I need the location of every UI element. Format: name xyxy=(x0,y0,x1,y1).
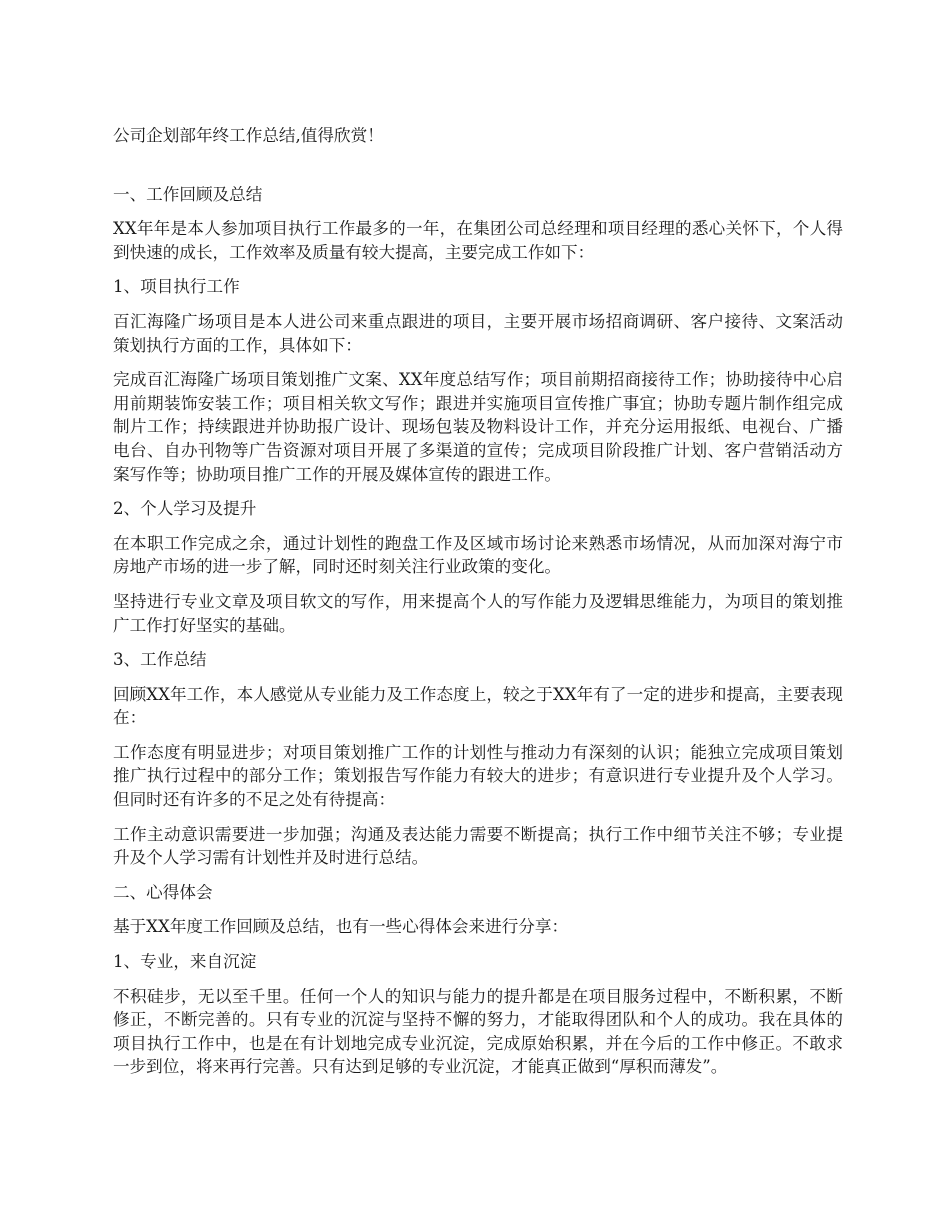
body-paragraph: 坚持进行专业文章及项目软文的写作，用来提高个人的写作能力及逻辑思维能力，为项目的策划推广工作打好坚实的基础。 xyxy=(113,591,843,635)
subsection-heading: 3、工作总结 xyxy=(113,650,207,670)
section-heading: 一、工作回顾及总结 xyxy=(113,184,263,204)
document-title: 公司企划部年终工作总结,值得欣赏！ xyxy=(113,126,384,145)
body-paragraph: 工作态度有明显进步；对项目策划推广工作的计划性与推动力有深刻的认识；能独立完成项目策划推广执行过程中的部分工作；策划报告写作能力有较大的进步；有意识进行专业提升及个人学习。但同时还有许多的不足之处有待提高： xyxy=(113,742,843,810)
body-paragraph: XX年年是本人参加项目执行工作最多的一年，在集团公司总经理和项目经理的悉心关怀下，个人得到快速的成长，工作效率及质量有较大提高，主要完成工作如下： xyxy=(113,219,843,262)
body-paragraph: 回顾XX年工作，本人感觉从专业能力及工作态度上，较之于XX年有了一定的进步和提高，主要表现在： xyxy=(113,684,843,728)
section-heading: 二、心得体会 xyxy=(113,882,213,902)
body-paragraph: 在本职工作完成之余，通过计划性的跑盘工作及区域市场讨论来熟悉市场情况，从而加深对海宁市房地产市场的进一步了解，同时还时刻关注行业政策的变化。 xyxy=(113,533,843,577)
subsection-heading: 2、个人学习及提升 xyxy=(113,499,257,519)
body-paragraph: 百汇海隆广场项目是本人进公司来重点跟进的项目，主要开展市场招商调研、客户接待、文案活动策划执行方面的工作，具体如下： xyxy=(113,311,843,355)
body-paragraph: 工作主动意识需要进一步加强；沟通及表达能力需要不断提高；执行工作中细节关注不够；专业提升及个人学习需有计划性并及时进行总结。 xyxy=(113,824,843,868)
document-page xyxy=(113,124,843,1090)
subsection-heading: 1、专业，来自沉淀 xyxy=(113,952,257,972)
body-paragraph: 不积硅步，无以至千里。任何一个人的知识与能力的提升都是在项目服务过程中，不断积累，不断修正，不断完善的。只有专业的沉淀与坚持不懈的努力，才能取得团队和个人的成功。我在具体的项目执行工作中，也是在有计划地完成专业沉淀，完成原始积累，并在今后的工作中修正。不敢求一步到位，将来再行完善。只有达到足够的专业沉淀，才能真正做到“厚积而薄发”。 xyxy=(113,986,843,1077)
subsection-heading: 1、项目执行工作 xyxy=(113,277,240,297)
body-paragraph: 基于XX年度工作回顾及总结，也有一些心得体会来进行分享： xyxy=(113,917,569,937)
body-paragraph: 完成百汇海隆广场项目策划推广文案、XX年度总结写作；项目前期招商接待工作；协助接待中心启用前期装饰安装工作；项目相关软文写作；跟进并实施项目宣传推广事宜；协助专题片制作组完成制片工作；持续跟进并协助报广设计、现场包装及物料设计工作，并充分运用报纸、电视台、广播电台、自办刊物等广告资源对项目开展了多渠道的宣传；完成项目阶段推广计划、客户营销活动方案写作等；协助项目推广工作的开展及媒体宣传的跟进工作。 xyxy=(113,370,843,484)
